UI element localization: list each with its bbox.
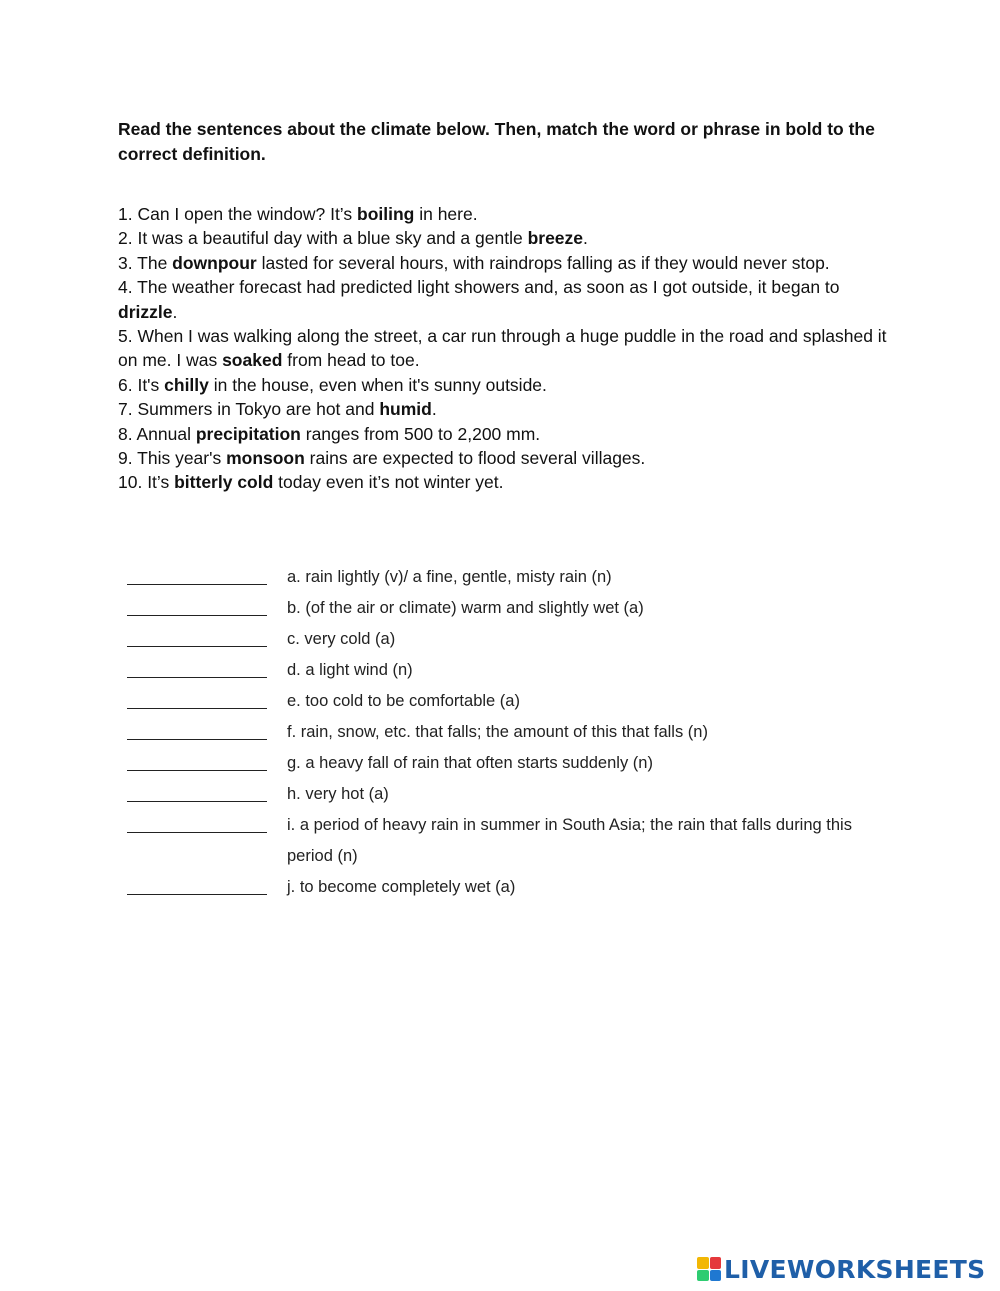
bold-term: humid bbox=[379, 399, 432, 420]
definition-row bbox=[127, 686, 887, 717]
logo-text: LIVEWORKSHEETS bbox=[724, 1254, 986, 1284]
answer-blank[interactable] bbox=[127, 562, 267, 593]
answer-underline bbox=[127, 801, 267, 802]
sentence-text: 2. It was a beautiful day with a blue sky and a gentle bbox=[118, 228, 528, 249]
bold-term: chilly bbox=[164, 374, 209, 395]
definition-list bbox=[127, 562, 887, 903]
logo-block bbox=[697, 1270, 709, 1282]
definition-row bbox=[127, 810, 887, 872]
bold-term: breeze bbox=[527, 228, 584, 249]
instructions-heading: Read the sentences about the climate below. Then, match the word or phrase in bold to the correct definition. bbox=[118, 119, 875, 164]
sentence-text: rains are expected to flood several villages. bbox=[304, 448, 646, 469]
definition-text: d. a light wind (n) bbox=[287, 661, 413, 679]
definition-row bbox=[127, 562, 887, 593]
answer-underline bbox=[127, 770, 267, 771]
sentence-text: 1. Can I open the window? It’s bbox=[118, 204, 357, 224]
sentence-text: 4. The weather forecast had predicted light showers and, as soon as I got outside, it began to bbox=[118, 277, 840, 298]
sentence-text: 3. The bbox=[118, 252, 173, 273]
definition-row bbox=[127, 655, 887, 686]
answer-blank[interactable] bbox=[127, 810, 267, 841]
definition-row bbox=[127, 717, 887, 748]
answer-underline bbox=[127, 708, 267, 709]
sentence-item bbox=[118, 202, 888, 226]
sentence-item bbox=[118, 373, 888, 397]
liveworksheets-logo bbox=[697, 1254, 985, 1284]
answer-blank[interactable] bbox=[127, 624, 267, 655]
sentence-text: in the house, even when it's sunny outside. bbox=[208, 374, 547, 395]
logo-block bbox=[697, 1257, 709, 1269]
definition-row bbox=[127, 872, 887, 903]
bold-term: boiling bbox=[357, 204, 415, 224]
bold-term: drizzle bbox=[118, 301, 173, 322]
definition-text: g. a heavy fall of rain that often starts suddenly (n) bbox=[287, 754, 653, 772]
sentence-text: . bbox=[583, 228, 588, 249]
sentence-text: . bbox=[172, 301, 178, 322]
sentence-text: 7. Summers in Tokyo are hot and bbox=[118, 399, 380, 420]
sentence-text: 10. It’s bbox=[118, 472, 175, 493]
logo-block bbox=[710, 1257, 722, 1269]
sentence-text: 6. It's bbox=[118, 374, 165, 395]
definition-text: a. rain lightly (v)/ a fine, gentle, misty rain (n) bbox=[287, 568, 612, 586]
sentence-list bbox=[118, 202, 888, 495]
definition-row bbox=[127, 748, 887, 779]
definition-row bbox=[127, 779, 887, 810]
sentence-text: 5. When I was walking along the street, a car run through a huge puddle in the road and splashed it on me. I was bbox=[118, 326, 887, 371]
bold-term: monsoon bbox=[226, 448, 305, 469]
definition-text: b. (of the air or climate) warm and slightly wet (a) bbox=[287, 599, 644, 617]
logo-blocks-icon bbox=[697, 1257, 721, 1281]
answer-blank[interactable] bbox=[127, 748, 267, 779]
definition-text: c. very cold (a) bbox=[287, 630, 396, 648]
answer-blank[interactable] bbox=[127, 593, 267, 624]
sentence-item bbox=[118, 446, 888, 470]
definition-text: e. too cold to be comfortable (a) bbox=[287, 692, 520, 710]
logo-block bbox=[710, 1270, 722, 1282]
answer-blank[interactable] bbox=[127, 655, 267, 686]
answer-blank[interactable] bbox=[127, 717, 267, 748]
sentence-text: 9. This year's bbox=[118, 448, 227, 469]
sentence-text: in here. bbox=[414, 204, 478, 224]
bold-term: precipitation bbox=[195, 423, 301, 444]
definition-row bbox=[127, 624, 887, 655]
sentence-text: from head to toe. bbox=[282, 350, 420, 371]
sentence-item bbox=[118, 470, 888, 494]
sentence-item bbox=[118, 324, 888, 373]
answer-blank[interactable] bbox=[127, 872, 267, 903]
answer-underline bbox=[127, 584, 267, 585]
sentence-item bbox=[118, 397, 888, 421]
sentence-text: ranges from 500 to 2,200 mm. bbox=[300, 423, 541, 444]
answer-blank[interactable] bbox=[127, 779, 267, 810]
definition-text: j. to become completely wet (a) bbox=[287, 878, 516, 896]
answer-underline bbox=[127, 739, 267, 740]
sentence-text: lasted for several hours, with raindrops falling as if they would never stop. bbox=[256, 252, 830, 273]
bold-term: downpour bbox=[172, 252, 257, 273]
answer-underline bbox=[127, 615, 267, 616]
answer-underline bbox=[127, 677, 267, 678]
answer-underline bbox=[127, 832, 267, 833]
answer-blank[interactable] bbox=[127, 686, 267, 717]
definition-text: i. a period of heavy rain in summer in South Asia; the rain that falls during this period (n) bbox=[287, 816, 852, 865]
definition-text: h. very hot (a) bbox=[287, 785, 389, 803]
bold-term: soaked bbox=[222, 350, 283, 371]
answer-underline bbox=[127, 646, 267, 647]
sentence-item bbox=[118, 226, 888, 250]
sentence-text: today even it’s not winter yet. bbox=[273, 472, 504, 493]
sentence-text: . bbox=[431, 399, 437, 420]
sentence-item bbox=[118, 275, 888, 324]
sentence-text: 8. Annual bbox=[118, 423, 196, 444]
definition-text: f. rain, snow, etc. that falls; the amount of this that falls (n) bbox=[287, 723, 708, 741]
sentence-item bbox=[118, 251, 888, 275]
sentence-item bbox=[118, 422, 888, 446]
bold-term: bitterly cold bbox=[174, 472, 274, 493]
answer-underline bbox=[127, 894, 267, 895]
definition-row bbox=[127, 593, 887, 624]
